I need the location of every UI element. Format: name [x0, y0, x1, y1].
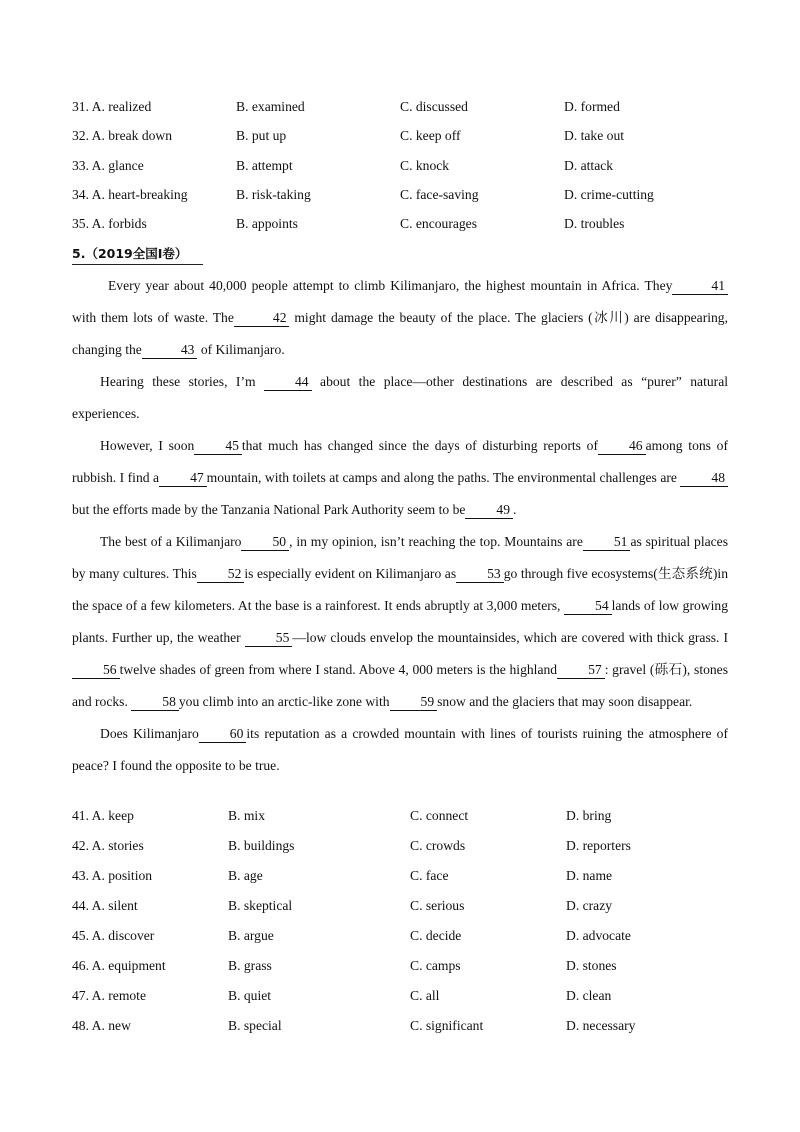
- blank-50: 50: [241, 534, 289, 551]
- option-b: B. attempt: [236, 158, 293, 173]
- blank-47: 47: [159, 470, 207, 487]
- option-a: 41. A. keep: [72, 808, 134, 823]
- blank-58: 58: [131, 694, 179, 711]
- option-a: 46. A. equipment: [72, 958, 166, 973]
- blank-41: 41: [672, 278, 728, 295]
- option-row-35: [0, 213, 800, 235]
- blank-48: 48: [680, 470, 728, 487]
- blank-49: 49: [465, 502, 513, 519]
- option-a: 34. A. heart-breaking: [72, 187, 188, 202]
- option-row-46: [0, 955, 800, 977]
- paragraph-1: Every year about 40,000 people attempt to climb Kilimanjaro, the highest mountain in Africa. They 41 with them lots of waste. The 42 might damage the beauty of the place. The glaciers (冰川) are disappearing, changing the 43 of Kilimanjaro.: [72, 278, 728, 357]
- option-a: 44. A. silent: [72, 898, 138, 913]
- blank-45: 45: [194, 438, 242, 455]
- paragraph-4: The best of a Kilimanjaro 50 , in my opinion, isn’t reaching the top. Mountains are 51 as spiritual places by many cultures. This 52 is especially evident on Kilimanjaro as 53 go through five ecosystems(生态系统)in the space of a few kilometers. At the base is a rainforest. It ends abruptly at 3,000 meters, 54 lands of low growing plants. Further up, the weather 55 —low clouds envelop the mountainsides, which are covered with thick grass. I56 twelve shades of green from where I stand. Above 4, 000 meters is the highland 57 : gravel (砾石), stones and rocks. 58 you climb into an arctic-like zone with 59 snow and the glaciers that may soon disappear.: [72, 534, 729, 709]
- option-row-33: [0, 155, 800, 177]
- option-b: B. buildings: [228, 838, 295, 853]
- option-c: C. keep off: [400, 128, 461, 143]
- option-d: D. take out: [564, 128, 625, 143]
- option-d: D. advocate: [566, 928, 631, 943]
- blank-44: 44: [264, 374, 312, 391]
- option-c: C. face: [410, 868, 449, 883]
- option-b: B. quiet: [228, 988, 272, 1003]
- option-b: B. argue: [228, 928, 274, 943]
- section-heading: 5.（2019全国I卷）: [72, 244, 203, 265]
- option-b: B. mix: [228, 808, 266, 823]
- option-row-31: [0, 96, 800, 118]
- option-c: C. face-saving: [400, 187, 479, 202]
- option-a: 47. A. remote: [72, 988, 146, 1003]
- option-c: C. decide: [410, 928, 462, 943]
- option-c: C. camps: [410, 958, 461, 973]
- option-b: B. appoints: [236, 216, 298, 231]
- option-c: C. all: [410, 988, 440, 1003]
- option-c: C. knock: [400, 158, 450, 173]
- option-b: B. examined: [236, 99, 305, 114]
- option-b: B. grass: [228, 958, 272, 973]
- option-d: D. stones: [566, 958, 617, 973]
- option-row-32: [0, 125, 800, 147]
- option-a: 32. A. break down: [72, 128, 173, 143]
- blank-51: 51: [583, 534, 631, 551]
- option-d: D. formed: [564, 99, 620, 114]
- option-a: 45. A. discover: [72, 928, 155, 943]
- option-row-43: [0, 865, 800, 887]
- option-row-48: [0, 1015, 800, 1037]
- option-c: C. serious: [410, 898, 465, 913]
- blank-53: 53: [456, 566, 504, 583]
- option-d: D. crime-cutting: [564, 187, 654, 202]
- blank-54: 54: [564, 598, 612, 615]
- paragraph-5: Does Kilimanjaro 60 its reputation as a crowded mountain with lines of tourists ruining the atmosphere of peace? I found the opposite to be true.: [72, 726, 728, 773]
- option-row-45: [0, 925, 800, 947]
- option-b: B. special: [228, 1018, 282, 1033]
- blank-55: 55: [245, 630, 293, 647]
- option-a: 35. A. forbids: [72, 216, 147, 231]
- option-c: C. encourages: [400, 216, 478, 231]
- blank-57: 57: [557, 662, 605, 679]
- blank-56: 56: [72, 662, 120, 679]
- option-c: C. significant: [410, 1018, 484, 1033]
- option-b: B. skeptical: [228, 898, 293, 913]
- option-d: D. name: [566, 868, 613, 883]
- option-d: D. reporters: [566, 838, 631, 853]
- option-a: 42. A. stories: [72, 838, 144, 853]
- option-row-47: [0, 985, 800, 1007]
- blank-60: 60: [199, 726, 247, 743]
- option-d: D. crazy: [566, 898, 613, 913]
- paragraph-3: However, I soon 45 that much has changed since the days of disturbing reports of 46 among tons of rubbish. I find a 47 mountain, with toilets at camps and along the paths. The environmental challenges are 48 but the efforts made by the Tanzania National Park Authority seem to be 49 .: [72, 438, 728, 517]
- passage: [72, 270, 728, 782]
- option-b: B. risk-taking: [236, 187, 311, 202]
- option-row-42: [0, 835, 800, 857]
- option-row-34: [0, 184, 800, 206]
- option-d: D. necessary: [566, 1018, 636, 1033]
- option-d: D. clean: [566, 988, 612, 1003]
- blank-43: 43: [142, 342, 198, 359]
- option-d: D. bring: [566, 808, 612, 823]
- blank-46: 46: [598, 438, 646, 455]
- option-b: B. put up: [236, 128, 287, 143]
- option-row-41: [0, 805, 800, 827]
- blank-42: 42: [234, 310, 290, 327]
- blank-52: 52: [197, 566, 245, 583]
- paragraph-2: Hearing these stories, I’m 44 about the place—other destinations are described as “purer” natural experiences.: [72, 374, 728, 421]
- option-c: C. discussed: [400, 99, 468, 114]
- option-c: C. crowds: [410, 838, 466, 853]
- option-row-44: [0, 895, 800, 917]
- option-d: D. troubles: [564, 216, 625, 231]
- option-c: C. connect: [410, 808, 469, 823]
- option-a: 48. A. new: [72, 1018, 131, 1033]
- option-a: 43. A. position: [72, 868, 153, 883]
- option-b: B. age: [228, 868, 263, 883]
- option-a: 33. A. glance: [72, 158, 144, 173]
- option-a: 31. A. realized: [72, 99, 152, 114]
- blank-59: 59: [390, 694, 438, 711]
- option-d: D. attack: [564, 158, 614, 173]
